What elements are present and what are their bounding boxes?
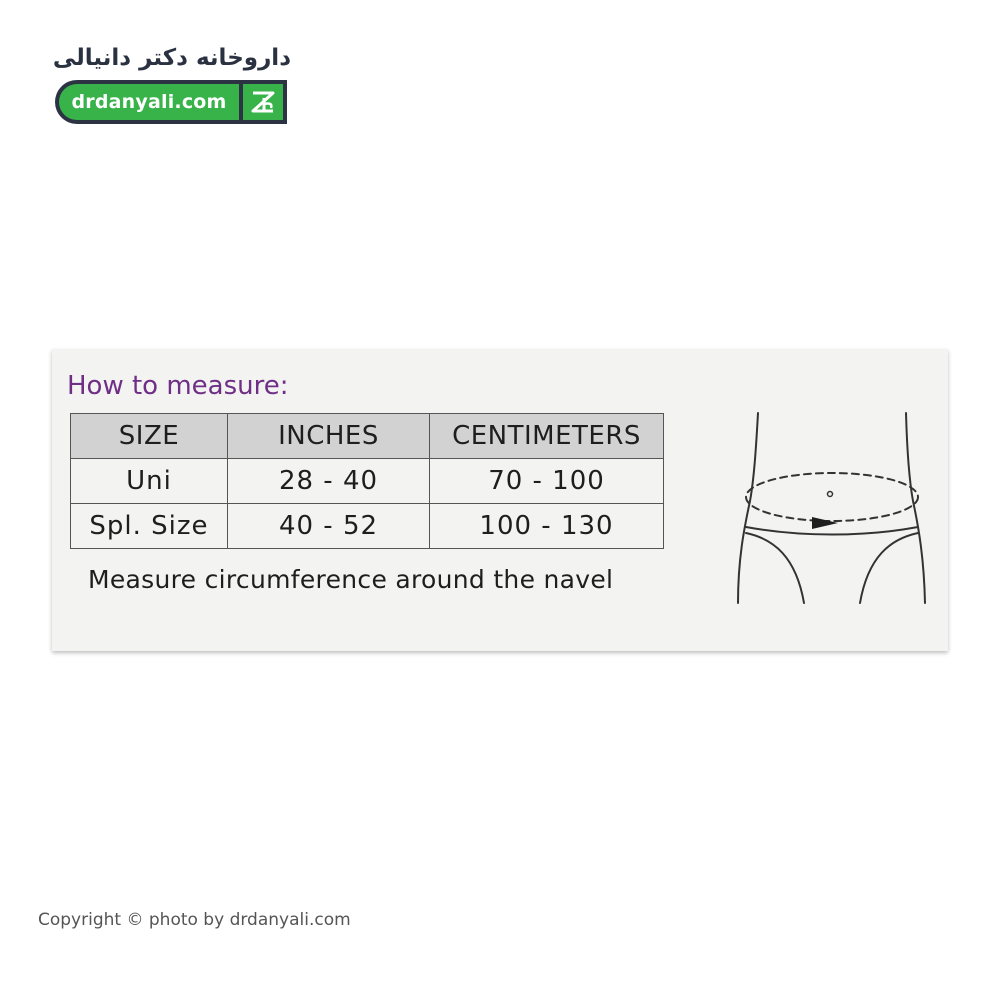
table-cell-size: Spl. Size [71,504,228,549]
size-table [70,413,664,549]
table-row [71,459,664,504]
waist-measurement-icon [730,409,934,609]
brand-badge [55,80,287,124]
table-cell-size: Uni [71,459,228,504]
table-cell-centimeters: 100 - 130 [430,504,664,549]
card-title: How to measure: [67,371,289,401]
brand-url: drdanyali.com [71,91,227,113]
copyright-text: Copyright © photo by drdanyali.com [38,910,351,930]
table-cell-centimeters: 70 - 100 [430,459,664,504]
dd-monogram-icon [243,84,283,120]
table-row [71,504,664,549]
table-cell-inches: 28 - 40 [228,459,430,504]
table-header-inches: INCHES [228,414,430,459]
table-header-size: SIZE [71,414,228,459]
table-cell-inches: 40 - 52 [228,504,430,549]
brand-name-persian: داروخانه دکتر دانیالی [52,45,291,71]
table-header-row [71,414,664,459]
brand-logo[interactable] [52,40,295,130]
measure-note: Measure circumference around the navel [88,565,614,594]
size-guide-card [52,349,948,651]
brand-url-pill [59,84,239,120]
table-header-centimeters: CENTIMETERS [430,414,664,459]
